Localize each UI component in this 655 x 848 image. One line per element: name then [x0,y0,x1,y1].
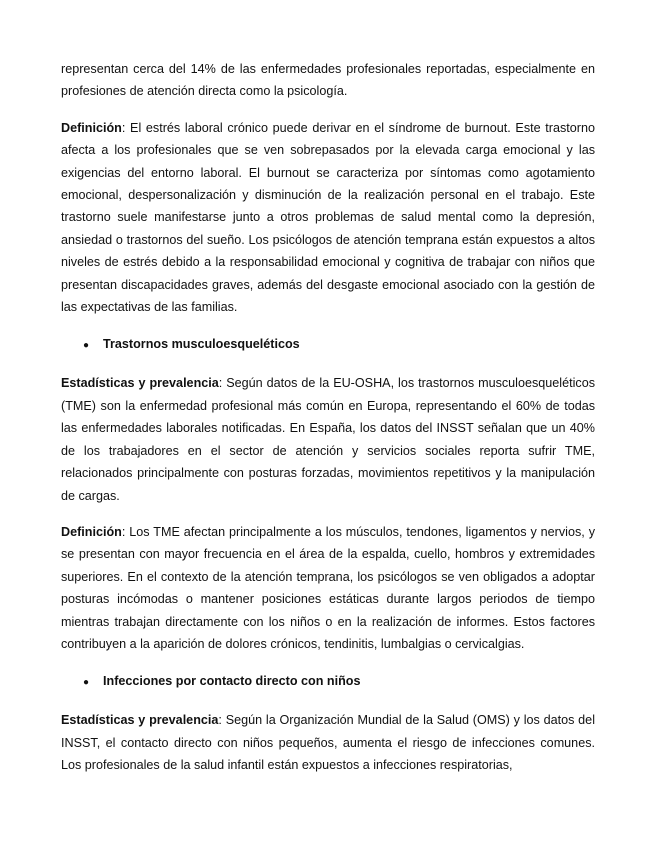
text-estadisticas-infecciones: : Según la Organización Mundial de la Salud (OMS) y los datos del INSST, el contacto directo con niños pequeños, aumenta el riesgo de infecciones comunes. Los profesionales de la salud infantil están expuestos a infecciones respiratorias, [61,713,595,773]
paragraph-intro: representan cerca del 14% de las enfermedades profesionales reportadas, especialmente en profesiones de atención directa como la psicología. [61,62,595,99]
bullet-label: Infecciones por contacto directo con niños [103,674,361,689]
text-definicion-tme: : Los TME afectan principalmente a los músculos, tendones, ligamentos y nervios, y se presentan con mayor frecuencia en el área de la espalda, cuello, hombros y extremidades superiores. En el contexto de la atención temprana, los psicólogos se ven obligados a adoptar posturas incómodas o mantener posiciones estáticas durante largos periodos de tiempo mientras trabajan directamente con los niños o en la realización de informes. Estos factores contribuyen a la aparición de dolores crónicos, tendinitis, lumbalgias o cervicalgias. [61,524,595,651]
paragraph-estadisticas-tme [61,372,595,506]
bullet-infecciones [83,670,595,694]
paragraph-estadisticas-infecciones [61,709,595,776]
paragraph-definicion-tme [61,521,595,655]
label-estadisticas: Estadísticas y prevalencia [61,376,219,391]
label-estadisticas: Estadísticas y prevalencia [61,713,219,728]
bullet-icon: ● [83,677,90,689]
bullet-label: Trastornos musculoesqueléticos [103,337,300,352]
text-definicion-burnout: : El estrés laboral crónico puede derivar en el síndrome de burnout. Este trastorno afecta a los profesionales que se ven sobrepasados por la elevada carga emocional y las exigencias del entorno laboral. El burnout se caracteriza por síntomas como agotamiento emocional, despersonalización y disminución de la realización personal en el trabajo. Este trastorno suele manifestarse junto a otros problemas de salud mental como la depresión, ansiedad o trastornos del sueño. Los psicólogos de atención temprana están expuestos a altos niveles de estrés debido a la responsabilidad emocional y cognitiva de trabajar con niños que presentan discapacidades graves, además del desgaste emocional asociado con la gestión de las expectativas de las familias. [61,120,595,315]
paragraph-definicion-burnout [61,117,595,319]
bullet-icon: ● [83,340,90,352]
text-estadisticas-tme: : Según datos de la EU-OSHA, los trastornos musculoesqueléticos (TME) son la enfermedad profesional más común en Europa, representando el 60% de todas las enfermedades laborales notificadas. En España, los datos del INSST señalan que un 40% de los trabajadores en el sector de atención y servicios sociales reporta sufrir TME, relacionados principalmente con posturas forzadas, movimientos repetitivos y la manipulación de cargas. [61,376,595,503]
label-definicion: Definición [61,120,122,135]
label-definicion: Definición [61,524,122,539]
bullet-trastornos-musculoesqueleticos [83,333,595,357]
